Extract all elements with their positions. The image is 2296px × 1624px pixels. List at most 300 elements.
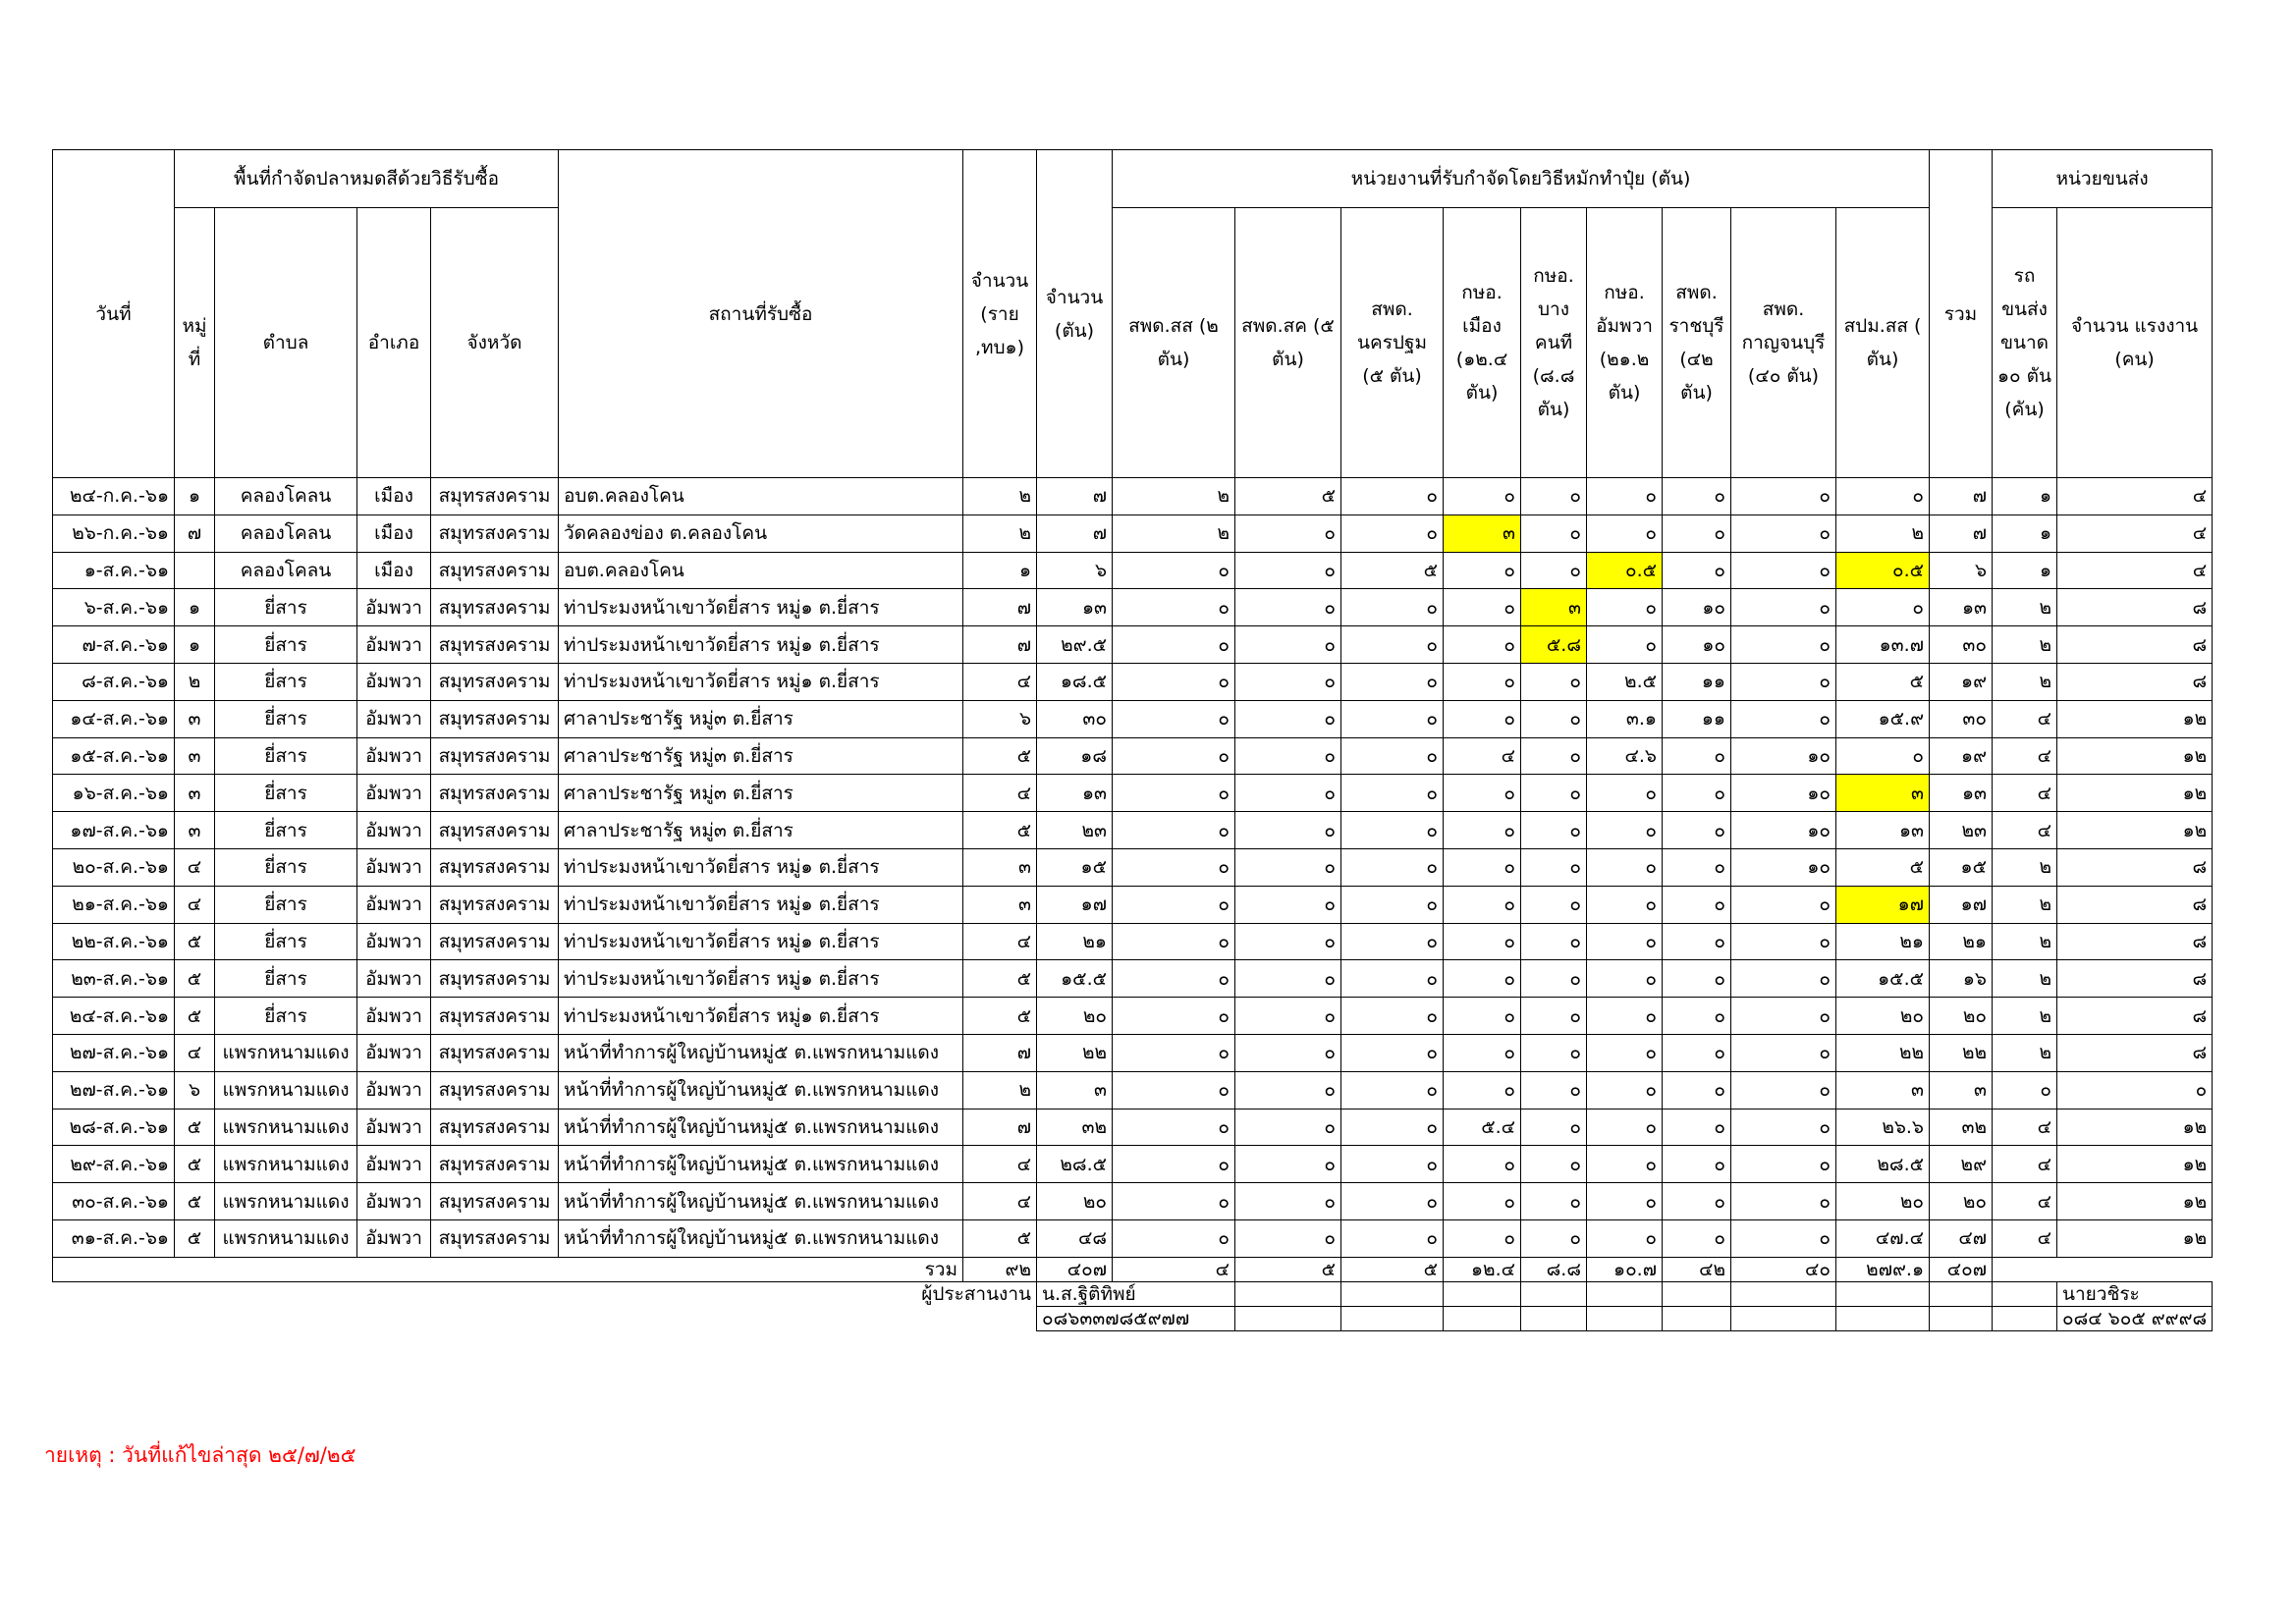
cell-agency-8: ๐	[1731, 1034, 1836, 1071]
totals-row	[53, 1257, 2213, 1281]
total-value: ๔๐๗	[1930, 1257, 1993, 1281]
cell-agency-7: ๐	[1663, 1071, 1731, 1109]
table-row	[53, 589, 2213, 626]
coordinator-label: ผู้ประสานงาน	[921, 1282, 1031, 1305]
cell-agency-2: ๐	[1235, 1071, 1341, 1109]
cell-count: ๓	[963, 886, 1037, 923]
cell-amphoe: เมือง	[357, 514, 431, 552]
cell-trucks: ๒	[1993, 626, 2057, 664]
cell-agency-1: ๐	[1113, 1146, 1235, 1183]
cell-tons: ๒๐	[1037, 998, 1113, 1035]
header-tambon: ตำบล	[215, 208, 357, 478]
cell-agency-7: ๐	[1663, 923, 1731, 960]
cell-trucks: ๔	[1993, 1219, 2057, 1257]
cell-moo: ๗	[175, 514, 215, 552]
cell-agency-5: ๐	[1521, 775, 1587, 812]
cell-place: หน้าที่ทำการผู้ใหญ่บ้านหมู่๕ ต.แพรกหนามแดง	[559, 1146, 963, 1183]
cell-agency-9: ๒๑	[1836, 923, 1930, 960]
cell-total: ๒๓	[1930, 812, 1993, 849]
cell-workers: ๑๒	[2057, 700, 2213, 737]
cell-place: ท่าประมงหน้าเขาวัดยี่สาร หมู่๑ ต.ยี่สาร	[559, 589, 963, 626]
cell-agency-6: ๐	[1587, 1109, 1663, 1146]
cell-trucks: ๑	[1993, 478, 2057, 515]
cell-agency-6: ๐	[1587, 626, 1663, 664]
cell-agency-4: ๔	[1444, 737, 1521, 775]
cell-count: ๕	[963, 960, 1037, 998]
cell-workers: ๘	[2057, 998, 2213, 1035]
cell-agency-6: ๐	[1587, 589, 1663, 626]
cell-agency-3: ๐	[1341, 812, 1444, 849]
cell-moo: ๕	[175, 1109, 215, 1146]
cell-agency-8: ๑๐	[1731, 737, 1836, 775]
cell-total: ๓๐	[1930, 626, 1993, 664]
cell-province: สมุทรสงคราม	[431, 812, 559, 849]
cell-province: สมุทรสงคราม	[431, 848, 559, 886]
cell-agency-4: ๐	[1444, 1071, 1521, 1109]
cell-moo: ๕	[175, 1146, 215, 1183]
cell-agency-2: ๐	[1235, 812, 1341, 849]
cell-count: ๓	[963, 848, 1037, 886]
cell-agency-2: ๐	[1235, 1219, 1341, 1257]
cell-count: ๔	[963, 775, 1037, 812]
cell-count: ๒	[963, 478, 1037, 515]
cell-province: สมุทรสงคราม	[431, 552, 559, 589]
cell-agency-2: ๐	[1235, 663, 1341, 700]
cell-agency-3: ๐	[1341, 626, 1444, 664]
cell-workers: ๔	[2057, 552, 2213, 589]
cell-agency-9: ๕	[1836, 663, 1930, 700]
cell-agency-4: ๐	[1444, 1183, 1521, 1220]
cell-date: ๒๗-ส.ค.-๖๑	[53, 1034, 175, 1071]
cell-moo: ๔	[175, 886, 215, 923]
cell-province: สมุทรสงคราม	[431, 1034, 559, 1071]
cell-trucks: ๐	[1993, 1071, 2057, 1109]
cell-agency-8: ๐	[1731, 998, 1836, 1035]
cell-agency-4: ๓	[1444, 514, 1521, 552]
cell-agency-6: ๐	[1587, 514, 1663, 552]
cell-agency-5: ๐	[1521, 737, 1587, 775]
cell-moo: ๕	[175, 1219, 215, 1257]
cell-trucks: ๔	[1993, 700, 2057, 737]
cell-place: ท่าประมงหน้าเขาวัดยี่สาร หมู่๑ ต.ยี่สาร	[559, 626, 963, 664]
total-value: ๔๒	[1663, 1257, 1731, 1281]
cell-trucks: ๒	[1993, 663, 2057, 700]
cell-agency-7: ๑๑	[1663, 700, 1731, 737]
table-row	[53, 552, 2213, 589]
cell-total: ๖	[1930, 552, 1993, 589]
cell-amphoe: อัมพวา	[357, 1219, 431, 1257]
cell-agency-8: ๐	[1731, 589, 1836, 626]
cell-tons: ๑๓	[1037, 775, 1113, 812]
cell-province: สมุทรสงคราม	[431, 700, 559, 737]
cell-agency-5: ๐	[1521, 1219, 1587, 1257]
cell-tons: ๗	[1037, 478, 1113, 515]
cell-agency-2: ๐	[1235, 775, 1341, 812]
cell-province: สมุทรสงคราม	[431, 923, 559, 960]
cell-agency-3: ๐	[1341, 1109, 1444, 1146]
cell-tambon: ยี่สาร	[215, 775, 357, 812]
cell-agency-7: ๐	[1663, 960, 1731, 998]
cell-tambon: ยี่สาร	[215, 663, 357, 700]
cell-place: ศาลาประชารัฐ หมู่๓ ต.ยี่สาร	[559, 812, 963, 849]
cell-agency-7: ๐	[1663, 1034, 1731, 1071]
cell-province: สมุทรสงคราม	[431, 1109, 559, 1146]
cell-tons: ๒๐	[1037, 1183, 1113, 1220]
cell-agency-2: ๐	[1235, 700, 1341, 737]
cell-agency-4: ๐	[1444, 886, 1521, 923]
cell-date: ๒๑-ส.ค.-๖๑	[53, 886, 175, 923]
header-agency-2: สพด.สค (๕ ตัน)	[1235, 208, 1341, 478]
table-row	[53, 1071, 2213, 1109]
total-value: ๔๐๗	[1037, 1257, 1113, 1281]
cell-count: ๒	[963, 1071, 1037, 1109]
header-agency-9: สปม.สส ( ตัน)	[1836, 208, 1930, 478]
cell-agency-6: ๐	[1587, 848, 1663, 886]
cell-province: สมุทรสงคราม	[431, 775, 559, 812]
table-row	[53, 626, 2213, 664]
cell-agency-8: ๐	[1731, 1109, 1836, 1146]
cell-total: ๒๑	[1930, 923, 1993, 960]
cell-agency-1: ๐	[1113, 663, 1235, 700]
cell-agency-3: ๐	[1341, 998, 1444, 1035]
cell-workers: ๑๒	[2057, 775, 2213, 812]
cell-agency-3: ๐	[1341, 775, 1444, 812]
cell-tons: ๔๘	[1037, 1219, 1113, 1257]
cell-agency-4: ๐	[1444, 1034, 1521, 1071]
cell-tambon: คลองโคลน	[215, 514, 357, 552]
cell-count: ๑	[963, 552, 1037, 589]
cell-agency-8: ๐	[1731, 700, 1836, 737]
cell-agency-3: ๐	[1341, 1034, 1444, 1071]
cell-agency-4: ๐	[1444, 1219, 1521, 1257]
cell-tambon: ยี่สาร	[215, 589, 357, 626]
totals-label: รวม	[53, 1257, 963, 1281]
cell-province: สมุทรสงคราม	[431, 886, 559, 923]
cell-agency-9: ๑๓.๗	[1836, 626, 1930, 664]
cell-moo: ๓	[175, 700, 215, 737]
cell-agency-9: ๓	[1836, 775, 1930, 812]
cell-agency-2: ๐	[1235, 960, 1341, 998]
cell-moo: ๔	[175, 848, 215, 886]
cell-workers: ๘	[2057, 1034, 2213, 1071]
cell-date: ๒๘-ส.ค.-๖๑	[53, 1109, 175, 1146]
cell-agency-4: ๐	[1444, 923, 1521, 960]
cell-date: ๒๒-ส.ค.-๖๑	[53, 923, 175, 960]
cell-agency-8: ๐	[1731, 478, 1836, 515]
total-value: ๕	[1235, 1257, 1341, 1281]
cell-workers: ๘	[2057, 848, 2213, 886]
header-transport-group: หน่วยขนส่ง	[1993, 150, 2213, 208]
cell-tambon: ยี่สาร	[215, 923, 357, 960]
cell-agency-3: ๐	[1341, 960, 1444, 998]
cell-agency-9: ๑๗	[1836, 886, 1930, 923]
cell-agency-5: ๕.๘	[1521, 626, 1587, 664]
cell-agency-4: ๐	[1444, 960, 1521, 998]
cell-agency-8: ๑๐	[1731, 848, 1836, 886]
cell-agency-4: ๐	[1444, 589, 1521, 626]
cell-count: ๗	[963, 589, 1037, 626]
cell-agency-3: ๕	[1341, 552, 1444, 589]
cell-date: ๑-ส.ค.-๖๑	[53, 552, 175, 589]
cell-date: ๒๙-ส.ค.-๖๑	[53, 1146, 175, 1183]
cell-agency-4: ๐	[1444, 552, 1521, 589]
cell-agency-8: ๐	[1731, 886, 1836, 923]
cell-agency-4: ๐	[1444, 626, 1521, 664]
cell-total: ๒๒	[1930, 1034, 1993, 1071]
header-agency-7: สพด. ราชบุรี (๔๒ ตัน)	[1663, 208, 1731, 478]
cell-count: ๔	[963, 1183, 1037, 1220]
cell-tons: ๒๒	[1037, 1034, 1113, 1071]
total-value: ๔๐	[1731, 1257, 1836, 1281]
cell-province: สมุทรสงคราม	[431, 478, 559, 515]
cell-tambon: แพรกหนามแดง	[215, 1219, 357, 1257]
cell-agency-7: ๐	[1663, 552, 1731, 589]
cell-agency-9: ๐.๕	[1836, 552, 1930, 589]
cell-place: ท่าประมงหน้าเขาวัดยี่สาร หมู่๑ ต.ยี่สาร	[559, 998, 963, 1035]
cell-total: ๑๓	[1930, 775, 1993, 812]
table-row	[53, 1034, 2213, 1071]
cell-total: ๒๙	[1930, 1146, 1993, 1183]
cell-tons: ๖	[1037, 552, 1113, 589]
cell-agency-8: ๐	[1731, 663, 1836, 700]
total-value: ๙๒	[963, 1257, 1037, 1281]
cell-agency-6: ๐	[1587, 998, 1663, 1035]
cell-workers: ๘	[2057, 960, 2213, 998]
cell-date: ๑๕-ส.ค.-๖๑	[53, 737, 175, 775]
cell-province: สมุทรสงคราม	[431, 663, 559, 700]
cell-count: ๗	[963, 1109, 1037, 1146]
cell-place: ท่าประมงหน้าเขาวัดยี่สาร หมู่๑ ต.ยี่สาร	[559, 960, 963, 998]
coordinator-phone-row	[53, 1306, 2213, 1330]
cell-agency-7: ๑๐	[1663, 626, 1731, 664]
cell-agency-2: ๕	[1235, 478, 1341, 515]
cell-tons: ๑๕	[1037, 848, 1113, 886]
cell-agency-7: ๐	[1663, 1219, 1731, 1257]
cell-tons: ๑๗	[1037, 886, 1113, 923]
cell-province: สมุทรสงคราม	[431, 1071, 559, 1109]
cell-count: ๕	[963, 998, 1037, 1035]
cell-trucks: ๒	[1993, 886, 2057, 923]
cell-agency-2: ๐	[1235, 626, 1341, 664]
cell-tambon: คลองโคลน	[215, 552, 357, 589]
cell-place: หน้าที่ทำการผู้ใหญ่บ้านหมู่๕ ต.แพรกหนามแดง	[559, 1219, 963, 1257]
cell-agency-9: ๕	[1836, 848, 1930, 886]
header-moo: หมู่ที่	[175, 208, 215, 478]
cell-count: ๗	[963, 1034, 1037, 1071]
cell-province: สมุทรสงคราม	[431, 589, 559, 626]
header-amphoe: อำเภอ	[357, 208, 431, 478]
cell-count: ๖	[963, 700, 1037, 737]
cell-amphoe: อัมพวา	[357, 960, 431, 998]
cell-date: ๑๗-ส.ค.-๖๑	[53, 812, 175, 849]
cell-workers: ๑๒	[2057, 1219, 2213, 1257]
cell-agency-2: ๐	[1235, 998, 1341, 1035]
cell-trucks: ๑	[1993, 514, 2057, 552]
cell-date: ๗-ส.ค.-๖๑	[53, 626, 175, 664]
cell-agency-1: ๐	[1113, 775, 1235, 812]
cell-tambon: ยี่สาร	[215, 812, 357, 849]
header-total: รวม	[1930, 150, 1993, 478]
cell-agency-6: ๒.๕	[1587, 663, 1663, 700]
cell-workers: ๔	[2057, 478, 2213, 515]
cell-agency-2: ๐	[1235, 886, 1341, 923]
cell-moo: ๔	[175, 1034, 215, 1071]
cell-agency-6: ๔.๖	[1587, 737, 1663, 775]
cell-agency-1: ๐	[1113, 1034, 1235, 1071]
cell-agency-8: ๐	[1731, 514, 1836, 552]
cell-agency-6: ๐	[1587, 775, 1663, 812]
cell-agency-7: ๐	[1663, 886, 1731, 923]
header-agency-6: กษอ. อัมพวา (๒๑.๒ ตัน)	[1587, 208, 1663, 478]
cell-place: วัดคลองข่อง ต.คลองโคน	[559, 514, 963, 552]
cell-amphoe: อัมพวา	[357, 663, 431, 700]
cell-agency-9: ๒	[1836, 514, 1930, 552]
cell-agency-8: ๐	[1731, 552, 1836, 589]
cell-agency-1: ๐	[1113, 1109, 1235, 1146]
cell-agency-3: ๐	[1341, 923, 1444, 960]
cell-workers: ๘	[2057, 626, 2213, 664]
cell-date: ๒๐-ส.ค.-๖๑	[53, 848, 175, 886]
cell-date: ๒๓-ส.ค.-๖๑	[53, 960, 175, 998]
table-row	[53, 478, 2213, 515]
cell-province: สมุทรสงคราม	[431, 960, 559, 998]
cell-agency-1: ๐	[1113, 998, 1235, 1035]
cell-trucks: ๒	[1993, 998, 2057, 1035]
cell-agency-2: ๐	[1235, 1109, 1341, 1146]
table-row	[53, 1219, 2213, 1257]
cell-agency-1: ๒	[1113, 478, 1235, 515]
cell-tambon: คลองโคลน	[215, 478, 357, 515]
header-agency-4: กษอ. เมือง (๑๒.๔ ตัน)	[1444, 208, 1521, 478]
cell-agency-2: ๐	[1235, 848, 1341, 886]
cell-agency-3: ๐	[1341, 1146, 1444, 1183]
cell-agency-5: ๐	[1521, 1034, 1587, 1071]
cell-place: ศาลาประชารัฐ หมู่๓ ต.ยี่สาร	[559, 700, 963, 737]
cell-tambon: แพรกหนามแดง	[215, 1183, 357, 1220]
cell-moo: ๕	[175, 1183, 215, 1220]
cell-place: ศาลาประชารัฐ หมู่๓ ต.ยี่สาร	[559, 737, 963, 775]
cell-total: ๗	[1930, 478, 1993, 515]
coordinator-name: น.ส.ฐิติทิพย์	[1037, 1281, 1235, 1306]
cell-total: ๑๕	[1930, 848, 1993, 886]
cell-total: ๑๓	[1930, 589, 1993, 626]
cell-trucks: ๒	[1993, 1034, 2057, 1071]
cell-place: หน้าที่ทำการผู้ใหญ่บ้านหมู่๕ ต.แพรกหนามแดง	[559, 1034, 963, 1071]
cell-date: ๒๔-ก.ค.-๖๑	[53, 478, 175, 515]
cell-agency-4: ๐	[1444, 700, 1521, 737]
cell-workers: ๐	[2057, 1071, 2213, 1109]
cell-place: หน้าที่ทำการผู้ใหญ่บ้านหมู่๕ ต.แพรกหนามแดง	[559, 1109, 963, 1146]
cell-agency-6: ๐	[1587, 960, 1663, 998]
disposal-table	[52, 149, 2213, 1331]
cell-agency-3: ๐	[1341, 1219, 1444, 1257]
table-row	[53, 812, 2213, 849]
cell-tons: ๑๕.๕	[1037, 960, 1113, 998]
table-row	[53, 886, 2213, 923]
cell-agency-5: ๐	[1521, 700, 1587, 737]
cell-agency-1: ๐	[1113, 1183, 1235, 1220]
cell-place: อบต.คลองโคน	[559, 552, 963, 589]
cell-agency-4: ๐	[1444, 1146, 1521, 1183]
cell-total: ๓	[1930, 1071, 1993, 1109]
cell-agency-6: ๐	[1587, 1034, 1663, 1071]
cell-count: ๕	[963, 812, 1037, 849]
table-row	[53, 700, 2213, 737]
cell-agency-4: ๐	[1444, 775, 1521, 812]
cell-agency-4: ๐	[1444, 812, 1521, 849]
cell-agency-8: ๐	[1731, 626, 1836, 664]
header-count: จำนวน (ราย ,ทบ๑)	[963, 150, 1037, 478]
total-value: ๔	[1113, 1257, 1235, 1281]
cell-agency-5: ๐	[1521, 812, 1587, 849]
cell-moo: ๑	[175, 589, 215, 626]
total-value: ๒๗๙.๑	[1836, 1257, 1930, 1281]
cell-tambon: ยี่สาร	[215, 998, 357, 1035]
cell-tambon: ยี่สาร	[215, 960, 357, 998]
cell-date: ๓๑-ส.ค.-๖๑	[53, 1219, 175, 1257]
cell-trucks: ๒	[1993, 960, 2057, 998]
cell-agency-8: ๑๐	[1731, 812, 1836, 849]
cell-agency-8: ๐	[1731, 1183, 1836, 1220]
cell-agency-9: ๑๓	[1836, 812, 1930, 849]
cell-agency-3: ๐	[1341, 514, 1444, 552]
cell-workers: ๑๒	[2057, 1146, 2213, 1183]
cell-province: สมุทรสงคราม	[431, 1219, 559, 1257]
header-province: จังหวัด	[431, 208, 559, 478]
cell-agency-7: ๐	[1663, 775, 1731, 812]
cell-agency-4: ๕.๔	[1444, 1109, 1521, 1146]
cell-amphoe: อัมพวา	[357, 775, 431, 812]
table-row	[53, 514, 2213, 552]
cell-province: สมุทรสงคราม	[431, 514, 559, 552]
cell-agency-9: ๐	[1836, 478, 1930, 515]
cell-agency-5: ๐	[1521, 886, 1587, 923]
cell-agency-9: ๓	[1836, 1071, 1930, 1109]
cell-trucks: ๔	[1993, 775, 2057, 812]
cell-tons: ๑๘.๕	[1037, 663, 1113, 700]
cell-amphoe: อัมพวา	[357, 886, 431, 923]
cell-agency-1: ๐	[1113, 923, 1235, 960]
cell-agency-2: ๐	[1235, 1034, 1341, 1071]
cell-agency-1: ๐	[1113, 589, 1235, 626]
cell-agency-2: ๐	[1235, 589, 1341, 626]
cell-place: ศาลาประชารัฐ หมู่๓ ต.ยี่สาร	[559, 775, 963, 812]
cell-place: ท่าประมงหน้าเขาวัดยี่สาร หมู่๑ ต.ยี่สาร	[559, 663, 963, 700]
cell-tons: ๓	[1037, 1071, 1113, 1109]
cell-agency-9: ๐	[1836, 737, 1930, 775]
cell-agency-5: ๐	[1521, 514, 1587, 552]
cell-workers: ๔	[2057, 514, 2213, 552]
cell-agency-2: ๐	[1235, 1146, 1341, 1183]
cell-date: ๒๗-ส.ค.-๖๑	[53, 1071, 175, 1109]
cell-agency-2: ๐	[1235, 1183, 1341, 1220]
table-row	[53, 998, 2213, 1035]
table-row	[53, 663, 2213, 700]
table-body	[53, 478, 2213, 1258]
cell-workers: ๘	[2057, 886, 2213, 923]
cell-agency-6: ๐	[1587, 923, 1663, 960]
table-row	[53, 1146, 2213, 1183]
cell-amphoe: อัมพวา	[357, 700, 431, 737]
cell-moo: ๓	[175, 812, 215, 849]
cell-trucks: ๔	[1993, 1109, 2057, 1146]
cell-agency-6: ๐	[1587, 478, 1663, 515]
cell-date: ๘-ส.ค.-๖๑	[53, 663, 175, 700]
cell-tons: ๑๘	[1037, 737, 1113, 775]
header-agency-5: กษอ. บาง คนที (๘.๘ ตัน)	[1521, 208, 1587, 478]
cell-agency-3: ๐	[1341, 886, 1444, 923]
header-workers: จำนวน แรงงาน (คน)	[2057, 208, 2213, 478]
